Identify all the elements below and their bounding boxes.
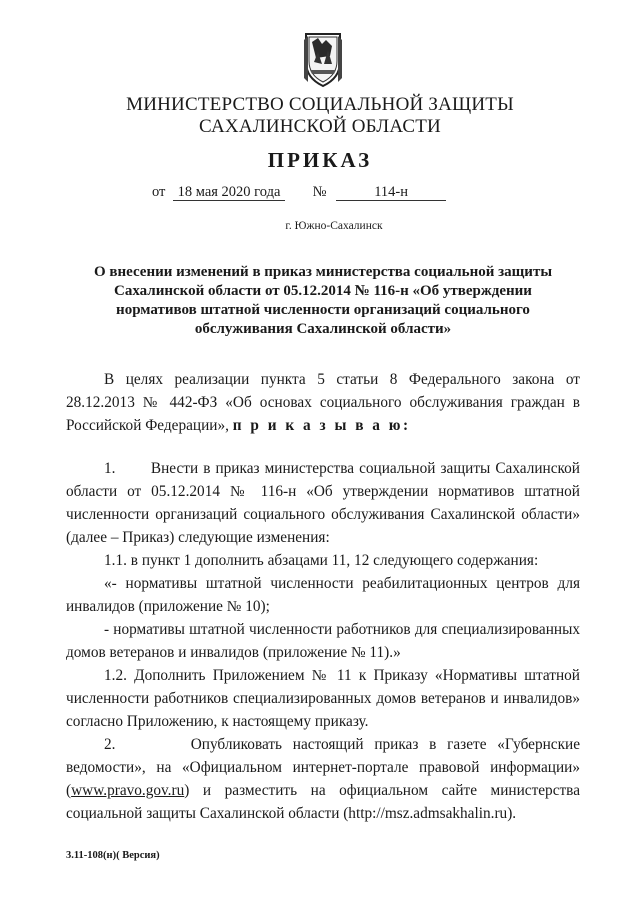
preamble-paragraph <box>66 368 580 437</box>
sakhalin-coat-of-arms-icon <box>300 32 346 88</box>
item-1-1-paragraph: 1.1. в пункт 1 дополнить абзацами 11, 12 следующего содержания: <box>104 552 539 569</box>
pravo-gov-link[interactable]: www.pravo.gov.ru <box>71 782 185 799</box>
item-2-text-start: 2. Опубликовать настоящий приказ в газете «Губернские ведомости», на «Официальном интернет-портале правовой информации» ( <box>66 736 580 799</box>
order-date-number-line <box>152 184 446 201</box>
item-1-2-paragraph: 1.2. Дополнить Приложением № 11 к Приказу «Нормативы штатной численности работников специализированных домов ветеранов и инвалидов» согласно Приложению, к настоящему приказу. <box>66 667 580 730</box>
city: г. Южно-Сахалинск <box>285 220 383 232</box>
decree-word: п р и к а з ы в а ю: <box>232 417 411 434</box>
date-prefix: от <box>152 184 166 200</box>
item-1-paragraph: 1. Внести в приказ министерства социальной защиты Сахалинской области от 05.12.2014 № 116-н «Об утверждении нормативов штатной численности организаций социального обслуживания Сахалинской области» (далее – Приказ) следующие изменения: <box>66 460 580 546</box>
document-footer-code: 3.11-108(н)( Версия) <box>66 850 160 861</box>
order-date: 18 мая 2020 года <box>173 184 285 201</box>
order-subject: О внесении изменений в приказ министерства социальной защиты Сахалинской области от 05.12.2014 № 116-н «Об утверждении нормативов штатной численности организаций социального обслуживания Сахалинской области» <box>93 264 553 337</box>
ministry-name-line1: МИНИСТЕРСТВО СОЦИАЛЬНОЙ ЗАЩИТЫ <box>126 94 514 115</box>
ministry-name-line2: САХАЛИНСКОЙ ОБЛАСТИ <box>199 116 441 137</box>
item-2-text-end: ) и разместить на официальном сайте министерства социальной защиты Сахалинской области (http://msz.admsakhalin.ru). <box>66 782 580 822</box>
order-number: 114-н <box>336 184 446 201</box>
preamble-text: В целях реализации пункта 5 статьи 8 Федерального закона от 28.12.2013 № 442-ФЗ «Об основах социального обслуживания граждан в Российской Федерации», <box>66 371 580 434</box>
number-prefix: № <box>312 184 327 200</box>
ministry-name <box>0 94 640 138</box>
order-title: ПРИКАЗ <box>267 148 373 172</box>
quote-1-paragraph: «- нормативы штатной численности реабилитационных центров для инвалидов (приложение № 10); <box>66 575 580 615</box>
quote-2-paragraph: - нормативы штатной численности работников для специализированных домов ветеранов и инвалидов (приложение № 11).» <box>66 621 580 661</box>
item-2-paragraph <box>66 733 580 825</box>
